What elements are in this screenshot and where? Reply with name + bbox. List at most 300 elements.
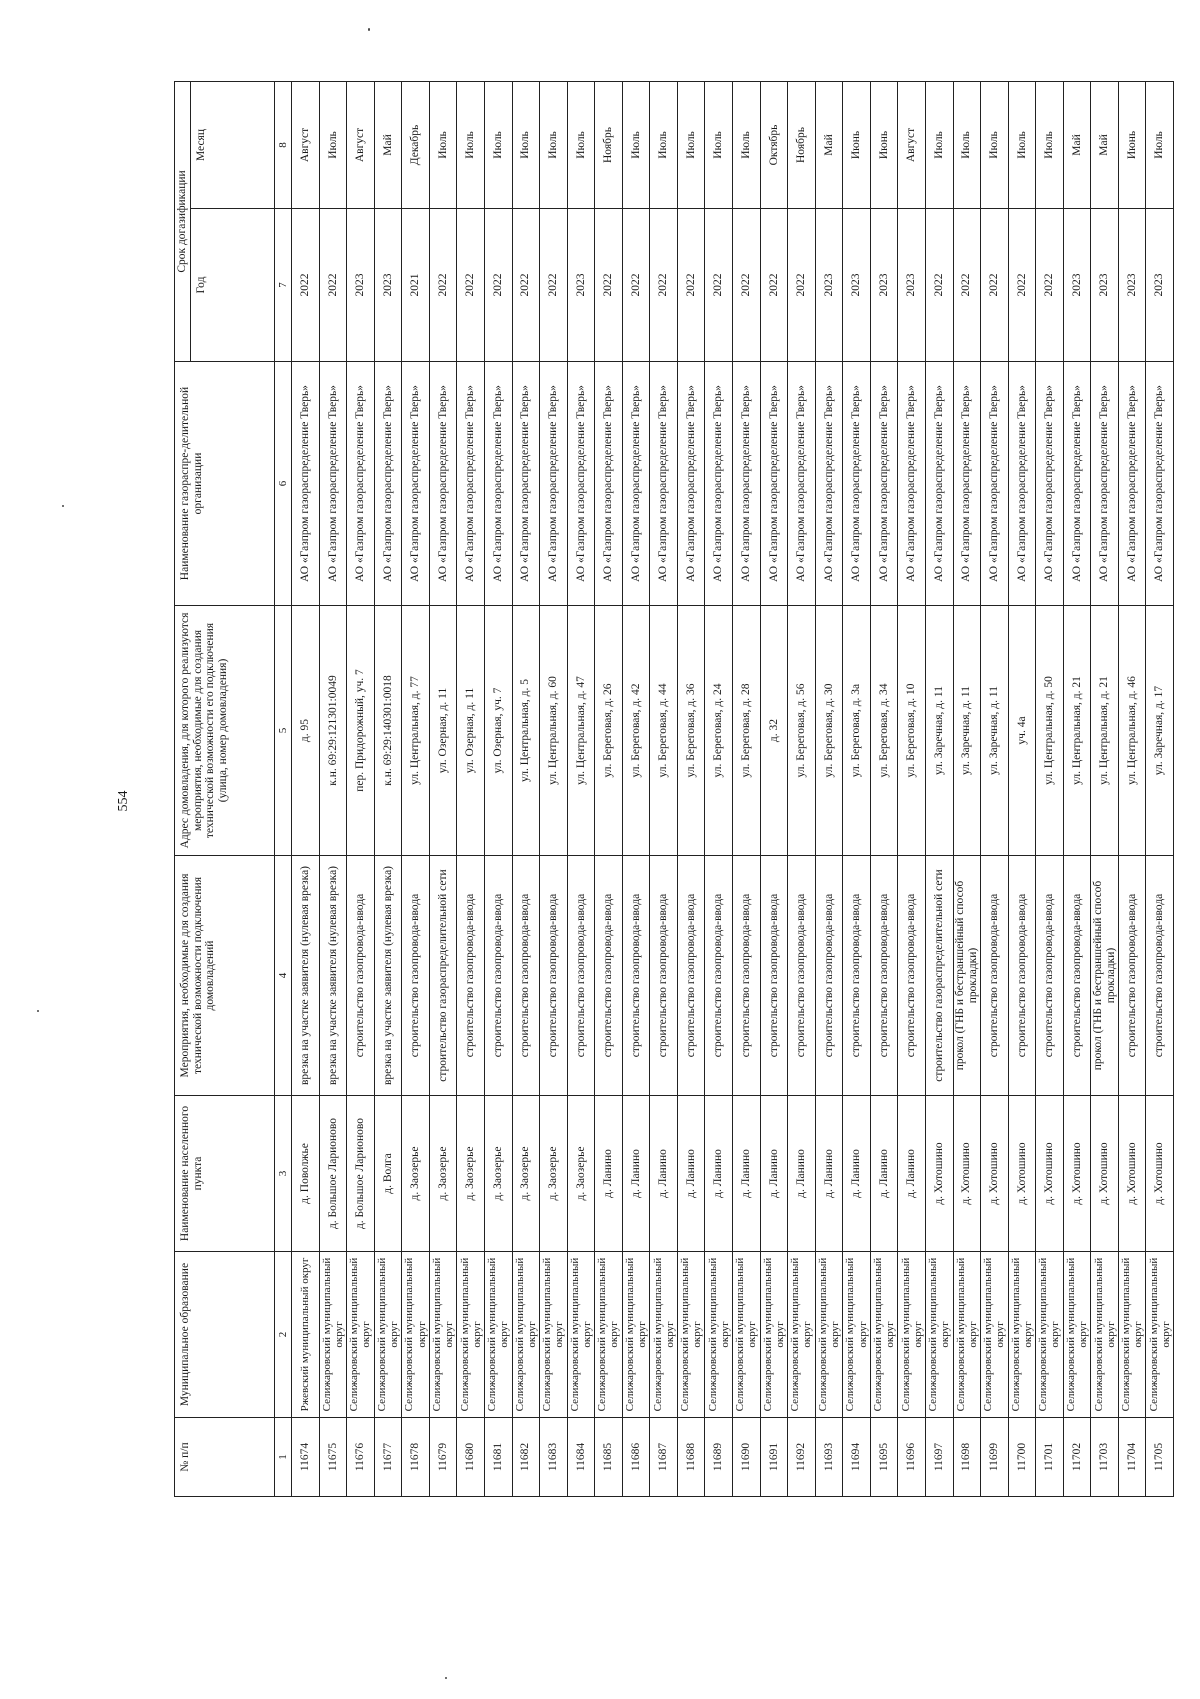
municipality-cell: Селижаровский муниципальный округ <box>1063 1252 1091 1418</box>
measure-cell: строительство газораспределительной сети <box>429 856 457 1096</box>
address-cell: ул. Заречная, д. 11 <box>925 606 953 856</box>
year-cell: 2022 <box>677 209 705 362</box>
organization-cell: АО «Газпром газораспределение Тверь» <box>870 362 898 606</box>
row-number-cell: 11689 <box>705 1418 733 1497</box>
municipality-cell: Селижаровский муниципальный округ <box>1091 1252 1119 1418</box>
measure-cell: строительство газопровода-ввода <box>347 856 375 1096</box>
address-cell: ул. Береговая, д. 3а <box>843 606 871 856</box>
address-cell: ул. Озерная, уч. 7 <box>484 606 512 856</box>
address-cell: ул. Центральная, д. 47 <box>567 606 595 856</box>
year-cell: 2022 <box>788 209 816 362</box>
organization-cell: АО «Газпром газораспределение Тверь» <box>622 362 650 606</box>
settlement-cell: д. Волга <box>374 1096 402 1252</box>
header-num: № п/п <box>175 1418 275 1497</box>
measure-cell: строительство газопровода-ввода <box>595 856 623 1096</box>
organization-cell: АО «Газпром газораспределение Тверь» <box>898 362 926 606</box>
month-cell: Май <box>1091 82 1119 209</box>
measure-cell: строительство газопровода-ввода <box>705 856 733 1096</box>
settlement-cell: д. Хотошино <box>1091 1096 1119 1252</box>
month-cell: Июнь <box>843 82 871 209</box>
settlement-cell: д. Заозерье <box>402 1096 430 1252</box>
row-number-cell: 11698 <box>953 1418 981 1497</box>
month-cell: Май <box>374 82 402 209</box>
municipality-cell: Селижаровский муниципальный округ <box>1146 1252 1174 1418</box>
row-number-cell: 11691 <box>760 1418 788 1497</box>
row-number-cell: 11701 <box>1036 1418 1064 1497</box>
address-cell: ул. Заречная, д. 17 <box>1146 606 1174 856</box>
month-cell: Июль <box>429 82 457 209</box>
settlement-cell: д. Заозерье <box>540 1096 568 1252</box>
row-number-cell: 11686 <box>622 1418 650 1497</box>
table-row <box>540 82 568 1497</box>
month-cell: Июль <box>512 82 540 209</box>
settlement-cell: д. Хотошино <box>981 1096 1009 1252</box>
organization-cell: АО «Газпром газораспределение Тверь» <box>925 362 953 606</box>
measure-cell: строительство газопровода-ввода <box>402 856 430 1096</box>
row-number-cell: 11687 <box>650 1418 678 1497</box>
measure-cell: врезка на участке заявителя (нулевая врезка) <box>292 856 320 1096</box>
measure-cell: строительство газопровода-ввода <box>540 856 568 1096</box>
year-cell: 2023 <box>1118 209 1146 362</box>
month-cell: Июль <box>953 82 981 209</box>
gasification-table <box>174 81 1174 1497</box>
row-number-cell: 11678 <box>402 1418 430 1497</box>
municipality-cell: Селижаровский муниципальный округ <box>595 1252 623 1418</box>
month-cell: Июль <box>705 82 733 209</box>
organization-cell: АО «Газпром газораспределение Тверь» <box>402 362 430 606</box>
settlement-cell: д. Ланино <box>898 1096 926 1252</box>
row-number-cell: 11696 <box>898 1418 926 1497</box>
row-number-cell: 11685 <box>595 1418 623 1497</box>
measure-cell: строительство газопровода-ввода <box>760 856 788 1096</box>
address-cell: к.н. 69:29:140301:0018 <box>374 606 402 856</box>
municipality-cell: Селижаровский муниципальный округ <box>733 1252 761 1418</box>
year-cell: 2022 <box>1036 209 1064 362</box>
address-cell: ул. Береговая, д. 10 <box>898 606 926 856</box>
address-cell: ул. Центральная, д. 21 <box>1063 606 1091 856</box>
settlement-cell: д. Хотошино <box>1036 1096 1064 1252</box>
month-cell: Июль <box>567 82 595 209</box>
month-cell: Май <box>815 82 843 209</box>
settlement-cell: д. Хотошино <box>925 1096 953 1252</box>
organization-cell: АО «Газпром газораспределение Тверь» <box>457 362 485 606</box>
municipality-cell: Селижаровский муниципальный округ <box>981 1252 1009 1418</box>
month-cell: Июль <box>733 82 761 209</box>
municipality-cell: Селижаровский муниципальный округ <box>484 1252 512 1418</box>
table-row <box>870 82 898 1497</box>
organization-cell: АО «Газпром газораспределение Тверь» <box>292 362 320 606</box>
row-number-cell: 11680 <box>457 1418 485 1497</box>
municipality-cell: Селижаровский муниципальный округ <box>898 1252 926 1418</box>
organization-cell: АО «Газпром газораспределение Тверь» <box>953 362 981 606</box>
month-cell: Июнь <box>870 82 898 209</box>
column-number-row <box>275 82 292 1497</box>
measure-cell: строительство газопровода-ввода <box>567 856 595 1096</box>
row-number-cell: 11675 <box>319 1418 347 1497</box>
settlement-cell: д. Ланино <box>760 1096 788 1252</box>
table-header <box>175 82 292 1497</box>
year-cell: 2023 <box>374 209 402 362</box>
month-cell: Ноябрь <box>595 82 623 209</box>
organization-cell: АО «Газпром газораспределение Тверь» <box>733 362 761 606</box>
municipality-cell: Селижаровский муниципальный округ <box>402 1252 430 1418</box>
organization-cell: АО «Газпром газораспределение Тверь» <box>705 362 733 606</box>
settlement-cell: д. Ланино <box>705 1096 733 1252</box>
municipality-cell: Селижаровский муниципальный округ <box>1118 1252 1146 1418</box>
address-cell: ул. Береговая, д. 24 <box>705 606 733 856</box>
table-row <box>484 82 512 1497</box>
organization-cell: АО «Газпром газораспределение Тверь» <box>677 362 705 606</box>
address-cell: д. 32 <box>760 606 788 856</box>
municipality-cell: Селижаровский муниципальный округ <box>843 1252 871 1418</box>
measure-cell: врезка на участке заявителя (нулевая врезка) <box>374 856 402 1096</box>
row-number-cell: 11683 <box>540 1418 568 1497</box>
row-number-cell: 11700 <box>1008 1418 1036 1497</box>
year-cell: 2023 <box>870 209 898 362</box>
table-row <box>760 82 788 1497</box>
table-row <box>898 82 926 1497</box>
month-cell: Июль <box>981 82 1009 209</box>
row-number-cell: 11679 <box>429 1418 457 1497</box>
measure-cell: строительство газопровода-ввода <box>622 856 650 1096</box>
table-row <box>953 82 981 1497</box>
table-row <box>1146 82 1174 1497</box>
municipality-cell: Селижаровский муниципальный округ <box>788 1252 816 1418</box>
settlement-cell: д. Хотошино <box>1063 1096 1091 1252</box>
address-cell: ул. Заречная, д. 11 <box>953 606 981 856</box>
table-row <box>1036 82 1064 1497</box>
year-cell: 2022 <box>484 209 512 362</box>
measure-cell: прокол (ГНБ и бестраншейный способ прокладки) <box>953 856 981 1096</box>
municipality-cell: Селижаровский муниципальный округ <box>1036 1252 1064 1418</box>
organization-cell: АО «Газпром газораспределение Тверь» <box>760 362 788 606</box>
scan-speck <box>368 28 370 31</box>
settlement-cell: д. Хотошино <box>1118 1096 1146 1252</box>
settlement-cell: д. Ланино <box>815 1096 843 1252</box>
row-number-cell: 11681 <box>484 1418 512 1497</box>
address-cell: ул. Центральная, д. 50 <box>1036 606 1064 856</box>
table-row <box>429 82 457 1497</box>
address-cell: ул. Озерная, д. 11 <box>429 606 457 856</box>
table-row <box>650 82 678 1497</box>
municipality-cell: Селижаровский муниципальный округ <box>677 1252 705 1418</box>
table-row <box>733 82 761 1497</box>
month-cell: Июль <box>1008 82 1036 209</box>
address-cell: ул. Береговая, д. 36 <box>677 606 705 856</box>
month-cell: Июль <box>319 82 347 209</box>
header-municipality: Муниципальное образование <box>175 1252 275 1418</box>
municipality-cell: Селижаровский муниципальный округ <box>760 1252 788 1418</box>
organization-cell: АО «Газпром газораспределение Тверь» <box>981 362 1009 606</box>
row-number-cell: 11688 <box>677 1418 705 1497</box>
municipality-cell: Селижаровский муниципальный округ <box>705 1252 733 1418</box>
header-deadline-group: Срок догазификации <box>175 82 191 362</box>
scan-speck <box>445 1677 447 1679</box>
measure-cell: строительство газопровода-ввода <box>512 856 540 1096</box>
settlement-cell: д. Ланино <box>595 1096 623 1252</box>
address-cell: ул. Центральная, д. 77 <box>402 606 430 856</box>
row-number-cell: 11695 <box>870 1418 898 1497</box>
table-row <box>512 82 540 1497</box>
address-cell: ул. Береговая, д. 28 <box>733 606 761 856</box>
measure-cell: строительство газопровода-ввода <box>870 856 898 1096</box>
measure-cell: прокол (ГНБ и бестраншейный способ прокладки) <box>1091 856 1119 1096</box>
measure-cell: строительство газопровода-ввода <box>457 856 485 1096</box>
settlement-cell: д. Ланино <box>733 1096 761 1252</box>
settlement-cell: д. Хотошино <box>953 1096 981 1252</box>
year-cell: 2022 <box>512 209 540 362</box>
table-row <box>1063 82 1091 1497</box>
month-cell: Июнь <box>1118 82 1146 209</box>
table-row <box>292 82 320 1497</box>
settlement-cell: д. Заозерье <box>457 1096 485 1252</box>
measure-cell: строительство газопровода-ввода <box>484 856 512 1096</box>
municipality-cell: Селижаровский муниципальный округ <box>650 1252 678 1418</box>
month-cell: Июль <box>1146 82 1174 209</box>
measure-cell: строительство газопровода-ввода <box>733 856 761 1096</box>
address-cell: пер. Придорожный, уч. 7 <box>347 606 375 856</box>
organization-cell: АО «Газпром газораспределение Тверь» <box>429 362 457 606</box>
organization-cell: АО «Газпром газораспределение Тверь» <box>567 362 595 606</box>
organization-cell: АО «Газпром газораспределение Тверь» <box>319 362 347 606</box>
month-cell: Июль <box>650 82 678 209</box>
settlement-cell: д. Ланино <box>788 1096 816 1252</box>
year-cell: 2022 <box>760 209 788 362</box>
measure-cell: строительство газопровода-ввода <box>677 856 705 1096</box>
year-cell: 2023 <box>1063 209 1091 362</box>
table-row <box>705 82 733 1497</box>
address-cell: ул. Береговая, д. 34 <box>870 606 898 856</box>
table-row <box>843 82 871 1497</box>
month-cell: Декабрь <box>402 82 430 209</box>
address-cell: ул. Береговая, д. 56 <box>788 606 816 856</box>
settlement-cell: д. Хотошино <box>1008 1096 1036 1252</box>
municipality-cell: Селижаровский муниципальный округ <box>1008 1252 1036 1418</box>
year-cell: 2022 <box>540 209 568 362</box>
measure-cell: строительство газопровода-ввода <box>1146 856 1174 1096</box>
header-address: Адрес домовладения, для которого реализуются мероприятия, необходимые для создания технической возможности его подключения (улица, номер домовладения) <box>175 606 275 856</box>
table-row <box>567 82 595 1497</box>
address-cell: ул. Центральная, д. 21 <box>1091 606 1119 856</box>
measure-cell: строительство газопровода-ввода <box>1063 856 1091 1096</box>
settlement-cell: д. Хотошино <box>1146 1096 1174 1252</box>
row-number-cell: 11677 <box>374 1418 402 1497</box>
organization-cell: АО «Газпром газораспределение Тверь» <box>815 362 843 606</box>
column-number: 7 <box>275 209 292 362</box>
table-row <box>1118 82 1146 1497</box>
month-cell: Август <box>898 82 926 209</box>
month-cell: Октябрь <box>760 82 788 209</box>
year-cell: 2022 <box>429 209 457 362</box>
address-cell: ул. Центральная, д. 46 <box>1118 606 1146 856</box>
year-cell: 2021 <box>402 209 430 362</box>
municipality-cell: Селижаровский муниципальный округ <box>457 1252 485 1418</box>
table-row <box>1091 82 1119 1497</box>
organization-cell: АО «Газпром газораспределение Тверь» <box>484 362 512 606</box>
organization-cell: АО «Газпром газораспределение Тверь» <box>1008 362 1036 606</box>
table-row <box>319 82 347 1497</box>
organization-cell: АО «Газпром газораспределение Тверь» <box>1091 362 1119 606</box>
measure-cell: строительство газопровода-ввода <box>843 856 871 1096</box>
year-cell: 2022 <box>650 209 678 362</box>
measure-cell: строительство газопровода-ввода <box>788 856 816 1096</box>
municipality-cell: Селижаровский муниципальный округ <box>540 1252 568 1418</box>
municipality-cell: Ржевский муниципальный округ <box>292 1252 320 1418</box>
column-number: 2 <box>275 1252 292 1418</box>
column-number: 4 <box>275 856 292 1096</box>
year-cell: 2023 <box>898 209 926 362</box>
row-number-cell: 11704 <box>1118 1418 1146 1497</box>
measure-cell: строительство газопровода-ввода <box>1008 856 1036 1096</box>
address-cell: ул. Береговая, д. 42 <box>622 606 650 856</box>
table-row <box>815 82 843 1497</box>
organization-cell: АО «Газпром газораспределение Тверь» <box>1063 362 1091 606</box>
month-cell: Июль <box>622 82 650 209</box>
month-cell: Июль <box>677 82 705 209</box>
municipality-cell: Селижаровский муниципальный округ <box>512 1252 540 1418</box>
row-number-cell: 11694 <box>843 1418 871 1497</box>
settlement-cell: д. Ланино <box>650 1096 678 1252</box>
month-cell: Ноябрь <box>788 82 816 209</box>
table-row <box>1008 82 1036 1497</box>
settlement-cell: д. Заозерье <box>484 1096 512 1252</box>
address-cell: ул. Центральная, д. 5 <box>512 606 540 856</box>
settlement-cell: д. Большое Ларионово <box>319 1096 347 1252</box>
row-number-cell: 11699 <box>981 1418 1009 1497</box>
settlement-cell: д. Заозерье <box>429 1096 457 1252</box>
address-cell: ул. Береговая, д. 44 <box>650 606 678 856</box>
municipality-cell: Селижаровский муниципальный округ <box>925 1252 953 1418</box>
organization-cell: АО «Газпром газораспределение Тверь» <box>540 362 568 606</box>
measure-cell: строительство газопровода-ввода <box>815 856 843 1096</box>
header-month: Месяц <box>191 82 275 209</box>
row-number-cell: 11703 <box>1091 1418 1119 1497</box>
municipality-cell: Селижаровский муниципальный округ <box>374 1252 402 1418</box>
row-number-cell: 11684 <box>567 1418 595 1497</box>
measure-cell: врезка на участке заявителя (нулевая врезка) <box>319 856 347 1096</box>
municipality-cell: Селижаровский муниципальный округ <box>429 1252 457 1418</box>
settlement-cell: д. Заозерье <box>567 1096 595 1252</box>
municipality-cell: Селижаровский муниципальный округ <box>870 1252 898 1418</box>
measure-cell: строительство газопровода-ввода <box>1118 856 1146 1096</box>
year-cell: 2023 <box>1146 209 1174 362</box>
month-cell: Июль <box>540 82 568 209</box>
settlement-cell: д. Ланино <box>622 1096 650 1252</box>
column-number: 8 <box>275 82 292 209</box>
municipality-cell: Селижаровский муниципальный округ <box>815 1252 843 1418</box>
row-number-cell: 11692 <box>788 1418 816 1497</box>
year-cell: 2022 <box>622 209 650 362</box>
measure-cell: строительство газопровода-ввода <box>650 856 678 1096</box>
address-cell: ул. Заречная, д. 11 <box>981 606 1009 856</box>
table-row <box>981 82 1009 1497</box>
column-number: 1 <box>275 1418 292 1497</box>
address-cell: ул. Береговая, д. 26 <box>595 606 623 856</box>
address-cell: ул. Озерная, д. 11 <box>457 606 485 856</box>
header-settlement: Наименование населенного пункта <box>175 1096 275 1252</box>
year-cell: 2023 <box>1091 209 1119 362</box>
row-number-cell: 11697 <box>925 1418 953 1497</box>
table-row <box>788 82 816 1497</box>
settlement-cell: д. Большое Ларионово <box>347 1096 375 1252</box>
settlement-cell: д. Ланино <box>677 1096 705 1252</box>
row-number-cell: 11674 <box>292 1418 320 1497</box>
municipality-cell: Селижаровский муниципальный округ <box>347 1252 375 1418</box>
year-cell: 2023 <box>815 209 843 362</box>
organization-cell: АО «Газпром газораспределение Тверь» <box>843 362 871 606</box>
year-cell: 2022 <box>705 209 733 362</box>
page-number: 554 <box>116 790 131 812</box>
header-year: Год <box>191 209 275 362</box>
month-cell: Август <box>347 82 375 209</box>
year-cell: 2022 <box>292 209 320 362</box>
table-row <box>595 82 623 1497</box>
column-number: 6 <box>275 362 292 606</box>
municipality-cell: Селижаровский муниципальный округ <box>953 1252 981 1418</box>
rotated-table-container <box>174 82 1174 1497</box>
header-measures: Мероприятия, необходимые для создания технической возможности подключения домовладений <box>175 856 275 1096</box>
measure-cell: строительство газопровода-ввода <box>981 856 1009 1096</box>
measure-cell: строительство газопровода-ввода <box>898 856 926 1096</box>
table-row <box>347 82 375 1497</box>
year-cell: 2022 <box>953 209 981 362</box>
address-cell: д. 95 <box>292 606 320 856</box>
row-number-cell: 11702 <box>1063 1418 1091 1497</box>
organization-cell: АО «Газпром газораспределение Тверь» <box>1146 362 1174 606</box>
row-number-cell: 11676 <box>347 1418 375 1497</box>
month-cell: Июль <box>925 82 953 209</box>
table-row <box>402 82 430 1497</box>
organization-cell: АО «Газпром газораспределение Тверь» <box>788 362 816 606</box>
month-cell: Июль <box>484 82 512 209</box>
municipality-cell: Селижаровский муниципальный округ <box>622 1252 650 1418</box>
settlement-cell: д. Ланино <box>870 1096 898 1252</box>
table-row <box>374 82 402 1497</box>
measure-cell: строительство газораспределительной сети <box>925 856 953 1096</box>
organization-cell: АО «Газпром газораспределение Тверь» <box>595 362 623 606</box>
organization-cell: АО «Газпром газораспределение Тверь» <box>1036 362 1064 606</box>
organization-cell: АО «Газпром газораспределение Тверь» <box>347 362 375 606</box>
year-cell: 2022 <box>1008 209 1036 362</box>
row-number-cell: 11682 <box>512 1418 540 1497</box>
year-cell: 2022 <box>733 209 761 362</box>
month-cell: Август <box>292 82 320 209</box>
month-cell: Июль <box>1036 82 1064 209</box>
organization-cell: АО «Газпром газораспределение Тверь» <box>650 362 678 606</box>
month-cell: Июль <box>457 82 485 209</box>
organization-cell: АО «Газпром газораспределение Тверь» <box>1118 362 1146 606</box>
organization-cell: АО «Газпром газораспределение Тверь» <box>374 362 402 606</box>
address-cell: ул. Центральная, д. 60 <box>540 606 568 856</box>
month-cell: Май <box>1063 82 1091 209</box>
scan-speck <box>62 505 64 507</box>
organization-cell: АО «Газпром газораспределение Тверь» <box>512 362 540 606</box>
table-row <box>925 82 953 1497</box>
municipality-cell: Селижаровский муниципальный округ <box>567 1252 595 1418</box>
row-number-cell: 11705 <box>1146 1418 1174 1497</box>
table-row <box>457 82 485 1497</box>
table-body <box>292 82 1174 1497</box>
address-cell: к.н. 69:29:121301:0049 <box>319 606 347 856</box>
year-cell: 2023 <box>567 209 595 362</box>
year-cell: 2022 <box>457 209 485 362</box>
settlement-cell: д. Заозерье <box>512 1096 540 1252</box>
year-cell: 2022 <box>925 209 953 362</box>
measure-cell: строительство газопровода-ввода <box>1036 856 1064 1096</box>
settlement-cell: д. Поволжье <box>292 1096 320 1252</box>
year-cell: 2022 <box>319 209 347 362</box>
table-row <box>677 82 705 1497</box>
